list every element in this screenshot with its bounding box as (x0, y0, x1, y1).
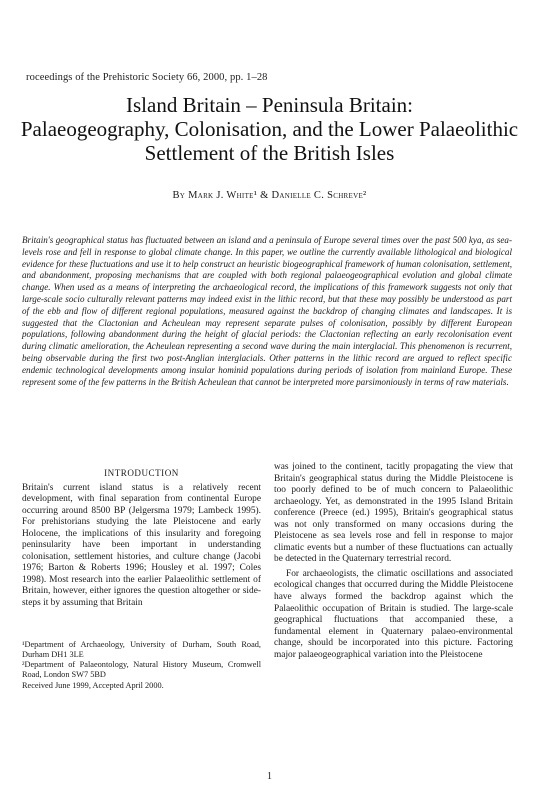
paper-title-line-3: Settlement of the British Isles (144, 141, 395, 165)
affiliation-1: ¹Department of Archaeology, University of Durham, South Road, Durham DH1 3LE (22, 639, 261, 659)
left-column (22, 462, 261, 691)
affiliations-footnote (22, 640, 261, 691)
author-line: By Mark J. White¹ & Danielle C. Schreve² (172, 190, 367, 201)
section-heading-introduction: INTRODUCTION (104, 468, 179, 478)
introduction-paragraph: Britain's current island status is a relatively recent development, with final separation from continental Europe occurring around 8500 BP (Jelgersma 1979; Lambeck 1995). For prehistorians studying the late Pleistocene and early Holocene, the implications of this insularity and foregoing peninsularity have been important in understanding colonisation, settlement histories, and culture change (Jacobi 1976; Barton & Roberts 1996; Housley et al. 1997; Coles 1998). Most research into the earlier Palaeolithic settlement of Britain, however, either ignores the question altogether or side-steps it by assuming that Britain (22, 482, 261, 609)
body-paragraph-2: For archaeologists, the climatic oscillations and associated ecological changes that occurred during the Middle Pleistocene have always formed the backdrop against which the Palaeolithic occupation of Britain is studied. The large-scale geographical fluctuations that accompanied these, a fundamental element in Quaternary palaeo-environmental change, should be incorporated into this picture. Factoring major palaeogeographical variation into the Pleistocene (274, 568, 513, 660)
right-column (274, 462, 513, 661)
abstract: Britain's geographical status has fluctuated between an island and a peninsula of Europe several times over the past 500 kya, as sea-levels rose and fell in response to global climate change. In this paper, we outline the currently available lithological and biological evidence for these fluctuations and use it to help construct an heuristic biogeographical framework of human colonisation, settlement, and abandonment, proposing mechanisms that are coupled with both regional palaeogeographical evolution and global climate change. When used as a means of interpreting the archaeological record, the implications of this framework suggests not only that large-scale socio culturally relevant patterns may indeed exist in the lithic record, but that these may possibly be understood as part of the ebb and flow of different regional populations, measured against the backdrop of changing climates and landscapes. It is suggested that the Clactonian and Acheulean may represent separate pulses of colonisation, possibly by different European populations, following abandonment during the height of glacial periods: the Clactonian reflecting an early recolonisation event during climatic amelioration, the Acheulean representing a second wave during the main interglacial. This phenomenon is recurrent, being observable during the first two post-Anglian interglacials. Other patterns in the lithic record are argued to reflect specific endemic technological developments among insular hominid populations during periods of isolation from mainland Europe. These represent some of the few patterns in the British Acheulean that cannot be interpreted more parsimoniously in terms of raw materials. (22, 235, 512, 387)
affiliation-2: ²Department of Palaeontology, Natural History Museum, Cromwell Road, London SW7 5BD (22, 660, 261, 680)
paper-title-line-1: Island Britain – Peninsula Britain: (126, 93, 413, 117)
page-number: 1 (267, 771, 272, 782)
received-accepted-dates: Received June 1999, Accepted April 2000. (22, 680, 164, 690)
body-paragraph-1: was joined to the continent, tacitly propagating the view that Britain's geographical status during the Middle Pleistocene is too poorly defined to be of much concern to Palaeolithic archaeology. Yet, as demonstrated in the 1995 Island Britain conference (Preece (ed.) 1995), Britain's geographical status was not only transformed on many occasions during the Pleistocene as sea levels rose and fell in response to major climatic events but a number of these fluctuations can actually be detected in the Quaternary terrestrial record. (274, 462, 513, 565)
paper-title-line-2: Palaeogeography, Colonisation, and the Lower Palaeolithic (20, 117, 519, 141)
running-head: roceedings of the Prehistoric Society 66, 2000, pp. 1–28 (26, 72, 268, 83)
